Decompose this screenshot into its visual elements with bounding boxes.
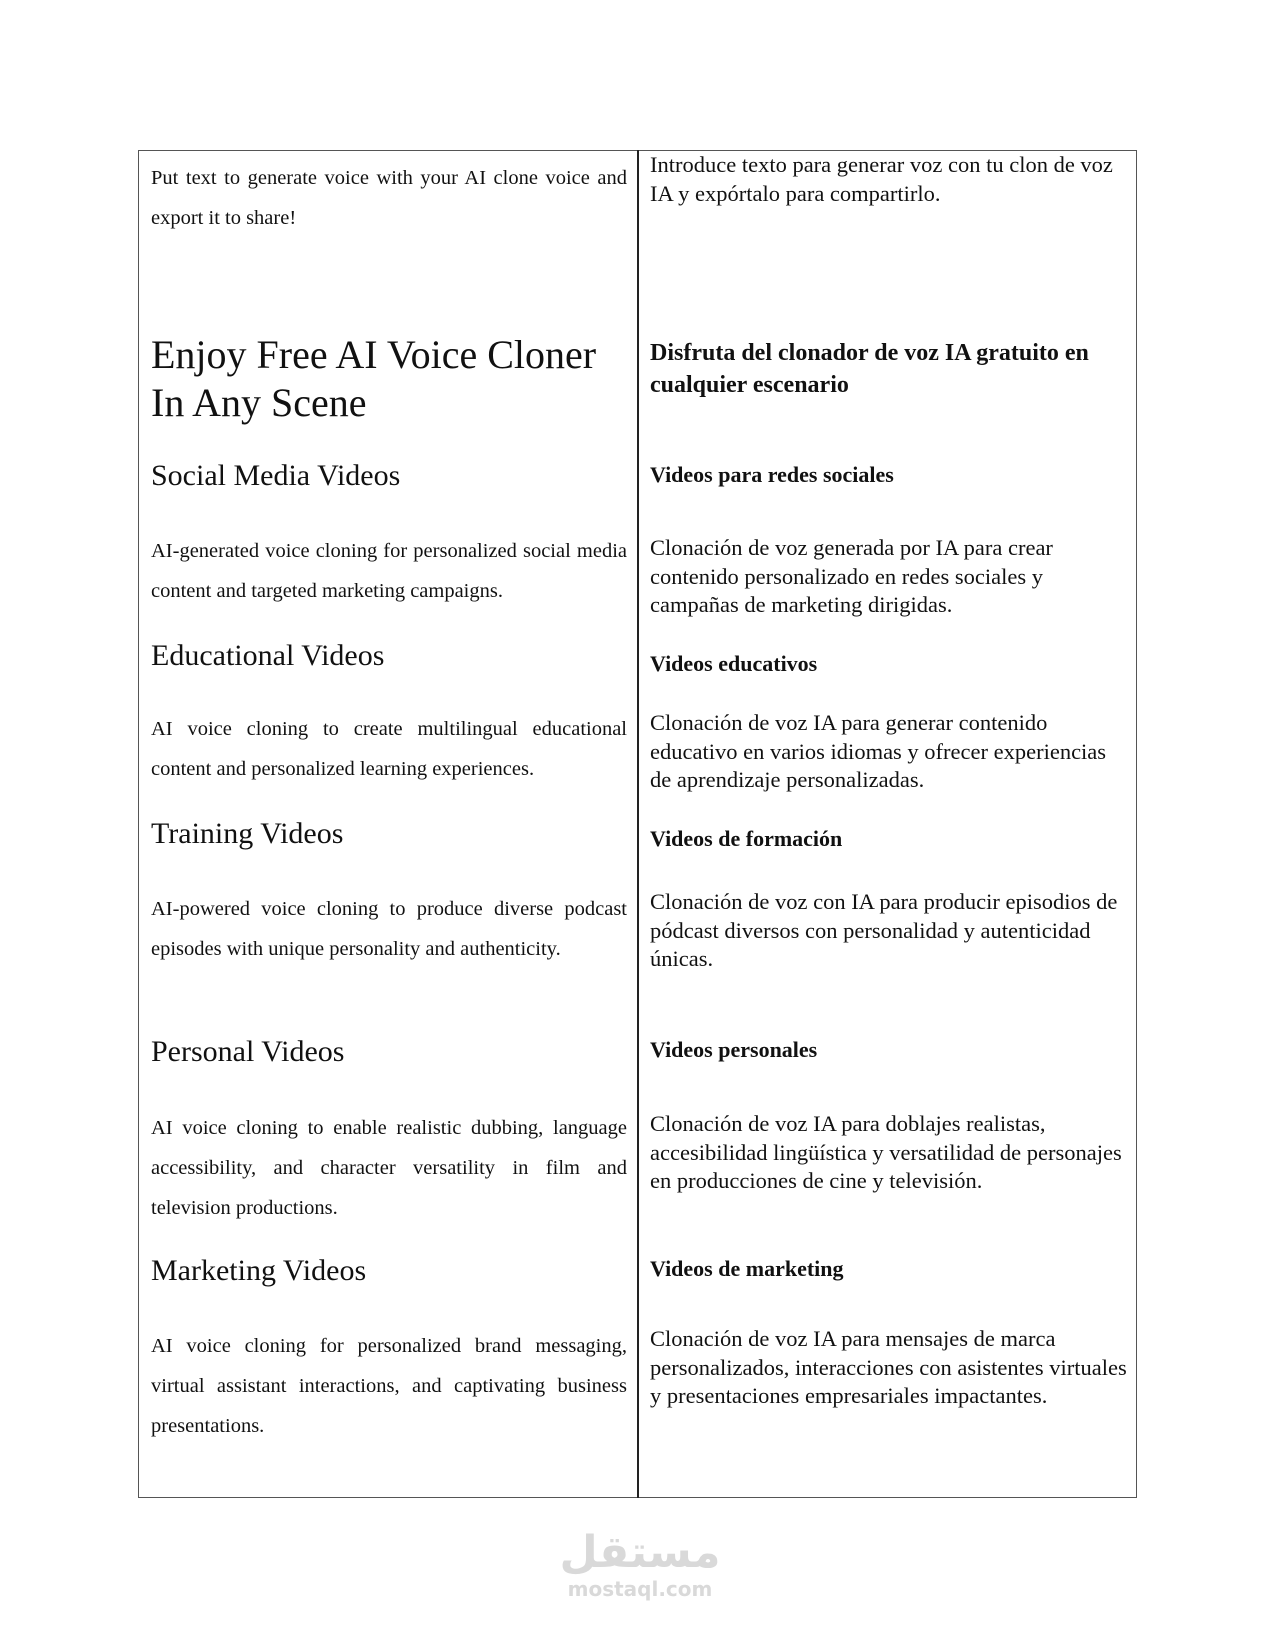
en-intro: Put text to generate voice with your AI clone voice and export it to share! <box>151 167 627 229</box>
es-heading-educational: Videos educativos <box>650 651 818 676</box>
es-body-educational: Clonación de voz IA para generar contenido educativo en varios idiomas y ofrecer experiencias de aprendizaje personalizadas. <box>650 710 1107 793</box>
es-heading-social: Videos para redes sociales <box>650 462 894 487</box>
en-body-educational: AI voice cloning to create multilingual educational content and personalized learning experiences. <box>151 718 627 780</box>
en-title: Enjoy Free AI Voice Cloner In Any Scene <box>151 332 597 425</box>
en-body-social: AI-generated voice cloning for personalized social media content and targeted marketing campaigns. <box>151 540 627 602</box>
es-heading-marketing: Videos de marketing <box>650 1256 844 1281</box>
watermark-arabic: مستقل <box>559 1527 721 1578</box>
column-divider <box>637 150 639 1498</box>
en-heading-educational: Educational Videos <box>151 639 385 672</box>
es-body-personal: Clonación de voz IA para doblajes realistas, accesibilidad lingüística y versatilidad de personajes en producciones de cine y televisión. <box>650 1111 1122 1194</box>
en-heading-personal: Personal Videos <box>151 1035 345 1068</box>
en-body-personal: AI voice cloning to enable realistic dubbing, language accessibility, and character versatility in film and television productions. <box>151 1117 627 1219</box>
es-title: Disfruta del clonador de voz IA gratuito en cualquier escenario <box>650 340 1089 398</box>
es-heading-training: Videos de formación <box>650 826 843 851</box>
es-intro: Introduce texto para generar voz con tu clon de voz IA y expórtalo para compartirlo. <box>650 152 1113 206</box>
en-body-training: AI-powered voice cloning to produce diverse podcast episodes with unique personality and authenticity. <box>151 898 627 960</box>
es-body-marketing: Clonación de voz IA para mensajes de marca personalizados, interacciones con asistentes virtuales y presentaciones empresariales impactantes. <box>650 1326 1127 1409</box>
es-body-social: Clonación de voz generada por IA para crear contenido personalizado en redes sociales y campañas de marketing dirigidas. <box>650 535 1053 618</box>
en-heading-social: Social Media Videos <box>151 459 401 492</box>
watermark-latin: mostaql.com <box>567 1577 713 1601</box>
en-heading-marketing: Marketing Videos <box>151 1254 367 1287</box>
es-body-training: Clonación de voz con IA para producir episodios de pódcast diversos con personalidad y autenticidad únicas. <box>650 889 1118 972</box>
en-body-marketing: AI voice cloning for personalized brand messaging, virtual assistant interactions, and captivating business presentations. <box>151 1335 627 1437</box>
en-heading-training: Training Videos <box>151 817 344 850</box>
es-heading-personal: Videos personales <box>650 1037 818 1062</box>
mostaql-watermark <box>540 1528 740 1600</box>
